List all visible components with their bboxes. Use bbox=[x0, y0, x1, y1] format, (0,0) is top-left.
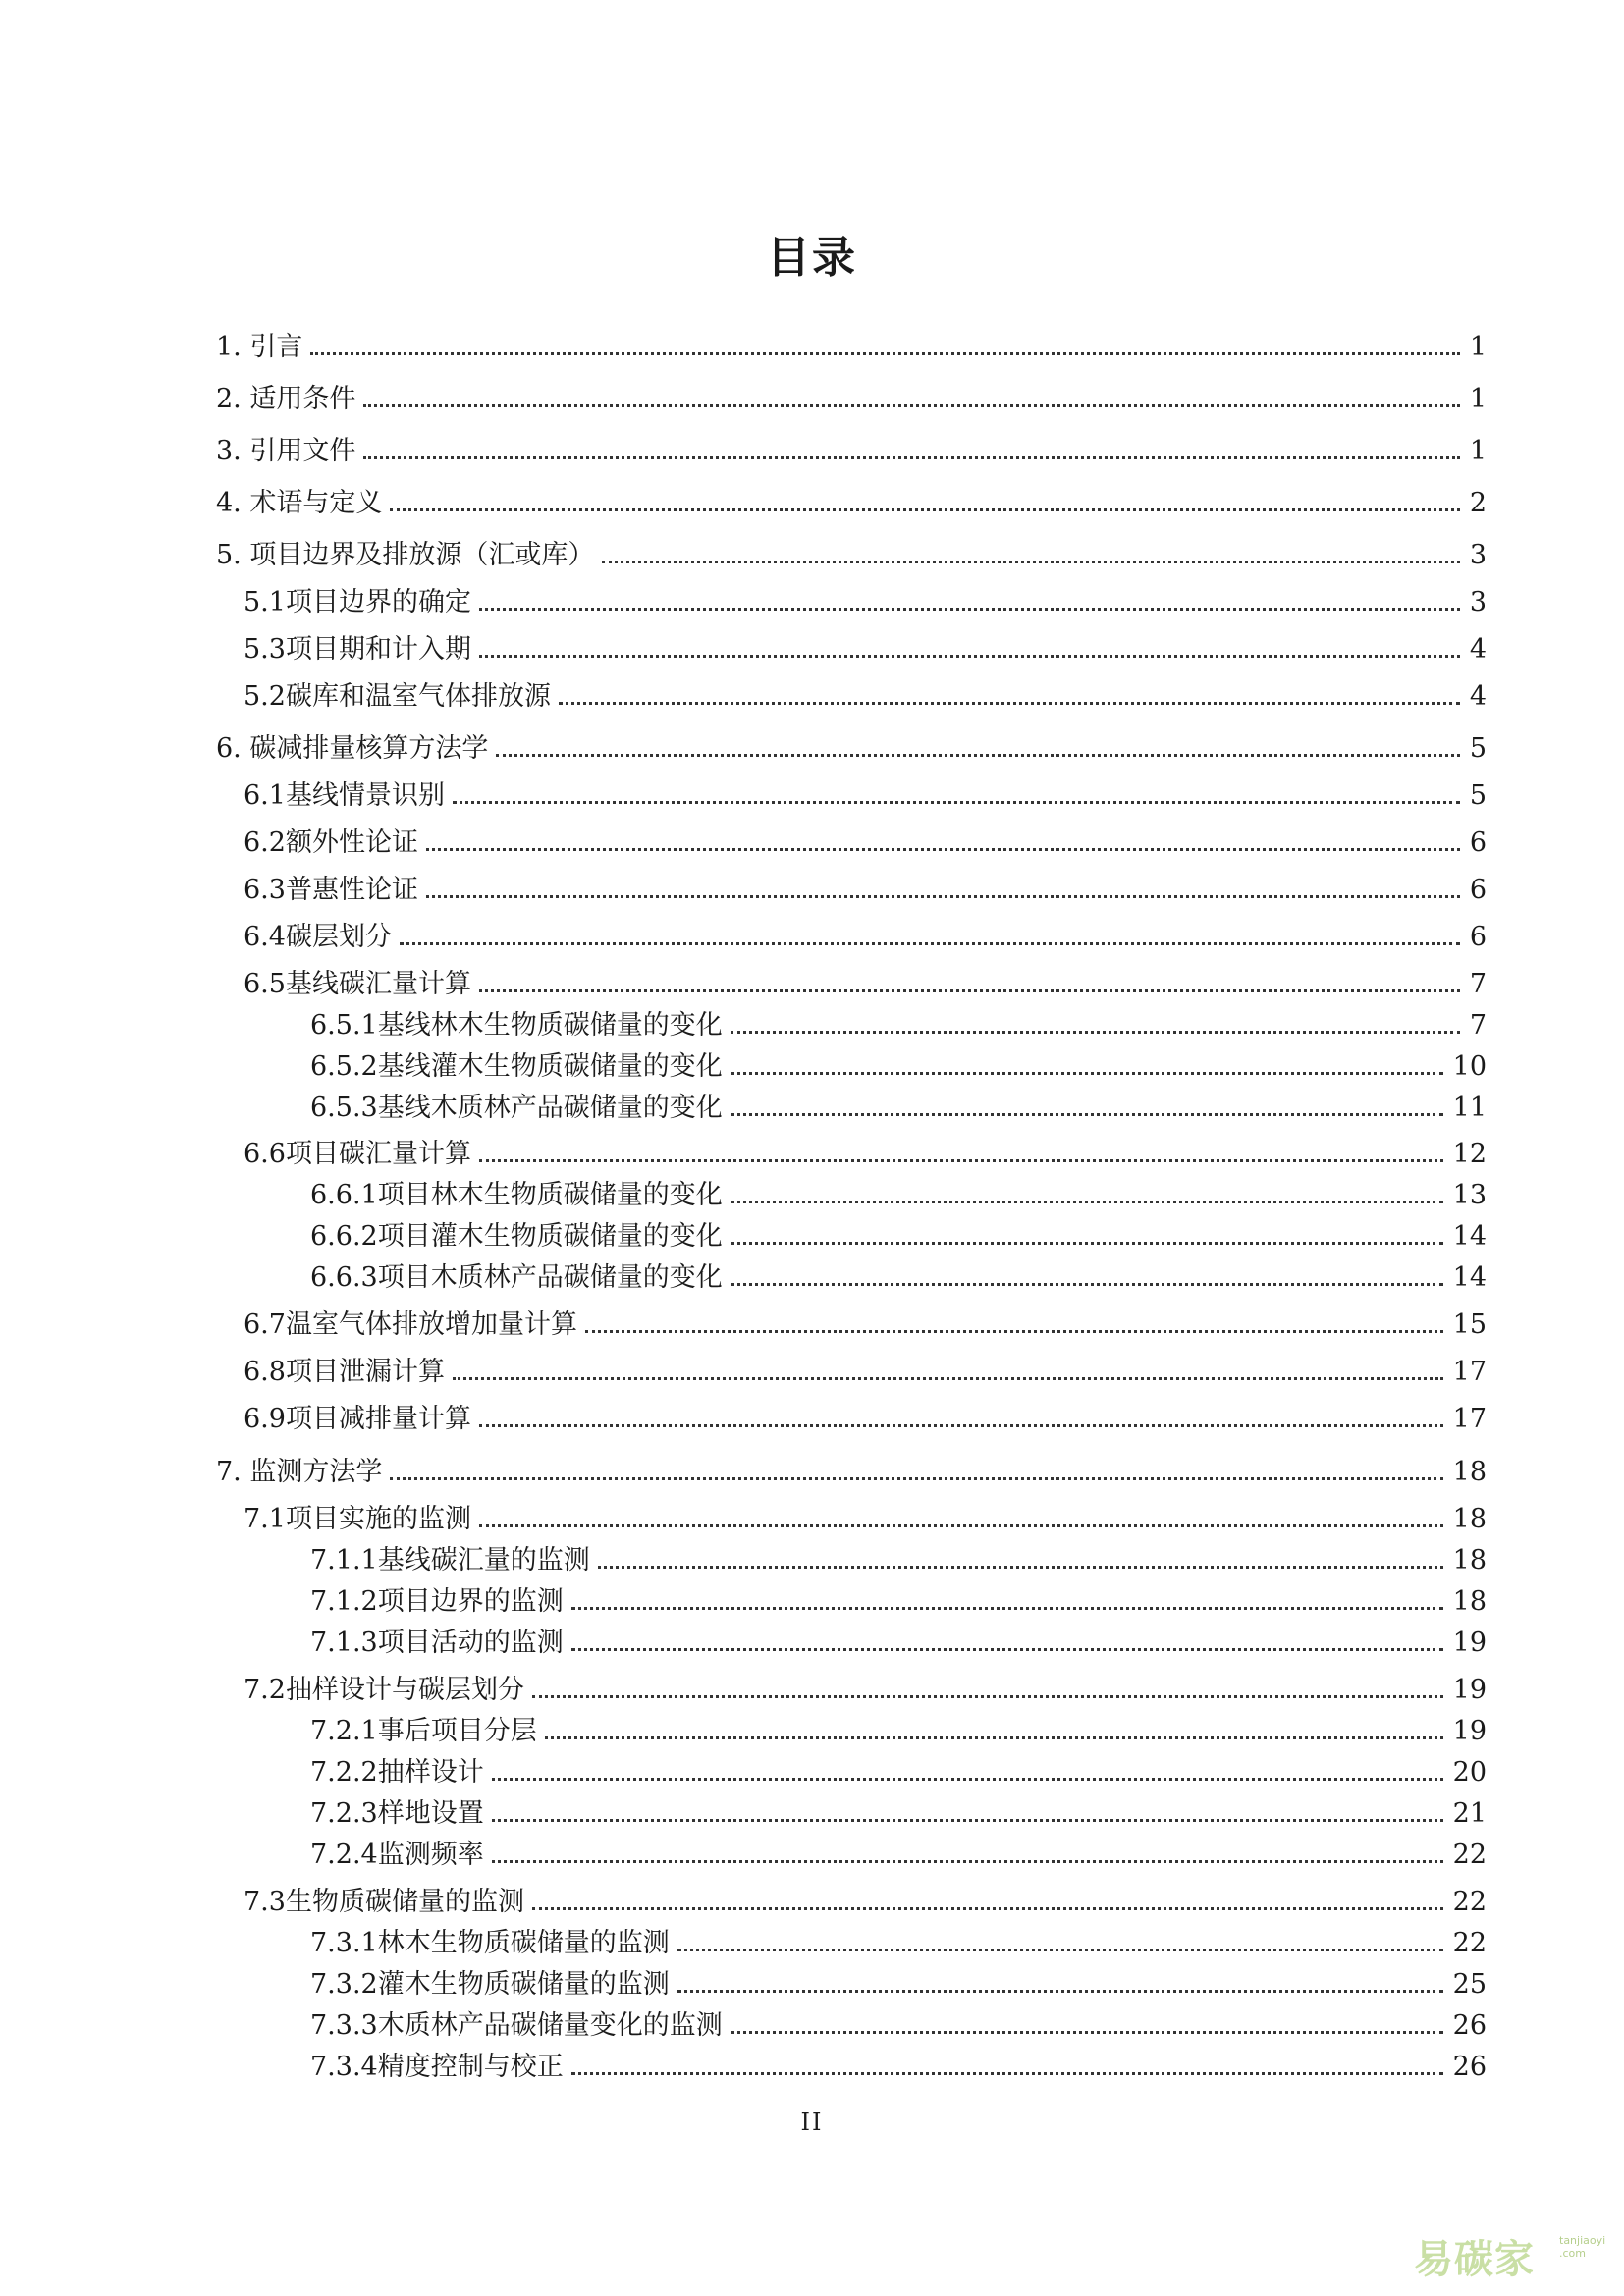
watermark-sub2: .com bbox=[1559, 2247, 1586, 2260]
toc-entry[interactable] bbox=[244, 1349, 1487, 1388]
toc-entry[interactable] bbox=[310, 1961, 1487, 2001]
toc-entry[interactable] bbox=[244, 1496, 1487, 1535]
toc-entry[interactable] bbox=[216, 480, 1487, 519]
toc-entry-page: 19 bbox=[1452, 1716, 1487, 1746]
toc-leader-dots bbox=[453, 1377, 1443, 1380]
toc-entry-label: 7.2.1事后项目分层 bbox=[310, 1716, 537, 1746]
toc-entry[interactable] bbox=[310, 1578, 1487, 1618]
toc-leader-dots bbox=[731, 1031, 1460, 1034]
toc-entry-label: 6.3普惠性论证 bbox=[244, 875, 418, 905]
toc-leader-dots bbox=[492, 1778, 1443, 1781]
toc-entry-label: 7.2抽样设计与碳层划分 bbox=[244, 1675, 524, 1705]
toc-entry[interactable] bbox=[310, 1537, 1487, 1576]
toc-leader-dots bbox=[731, 1113, 1443, 1116]
toc-leader-dots bbox=[585, 1330, 1443, 1333]
page-title: 目录 bbox=[767, 233, 857, 283]
toc-entry[interactable] bbox=[244, 820, 1487, 859]
toc-entry[interactable] bbox=[216, 376, 1487, 415]
toc-entry[interactable] bbox=[310, 1043, 1487, 1083]
toc-entry[interactable] bbox=[310, 1920, 1487, 1959]
toc-entry-label: 2. 适用条件 bbox=[216, 384, 356, 414]
toc-entry[interactable] bbox=[216, 725, 1487, 765]
toc-entry-label: 6.2额外性论证 bbox=[244, 828, 418, 858]
toc-leader-dots bbox=[363, 456, 1459, 459]
toc-entry-page: 5 bbox=[1469, 733, 1487, 764]
toc-leader-dots bbox=[532, 1695, 1443, 1698]
toc-entry-label: 6.7温室气体排放增加量计算 bbox=[244, 1309, 577, 1340]
toc-entry-label: 6. 碳减排量核算方法学 bbox=[216, 733, 489, 764]
toc-leader-dots bbox=[492, 1819, 1443, 1822]
page-number: II bbox=[800, 2109, 824, 2136]
toc-entry[interactable] bbox=[244, 1302, 1487, 1341]
toc-entry[interactable] bbox=[244, 673, 1487, 713]
toc-entry[interactable] bbox=[244, 1131, 1487, 1170]
toc-entry-label: 7.3.3木质林产品碳储量变化的监测 bbox=[310, 2010, 723, 2041]
toc-entry-label: 5.3项目期和计入期 bbox=[244, 634, 471, 665]
toc-entry-page: 14 bbox=[1452, 1221, 1487, 1252]
toc-entry-label: 5.1项目边界的确定 bbox=[244, 587, 471, 617]
toc-entry-label: 6.4碳层划分 bbox=[244, 922, 392, 952]
toc-entry-label: 7.1.3项目活动的监测 bbox=[310, 1628, 564, 1658]
toc-leader-dots bbox=[496, 754, 1459, 757]
toc-entry-label: 6.6.2项目灌木生物质碳储量的变化 bbox=[310, 1221, 723, 1252]
toc-leader-dots bbox=[310, 352, 1459, 355]
toc-leader-dots bbox=[400, 942, 1460, 945]
toc-entry[interactable] bbox=[216, 428, 1487, 467]
toc-leader-dots bbox=[731, 1201, 1443, 1203]
toc-entry-page: 4 bbox=[1469, 681, 1487, 712]
toc-leader-dots bbox=[731, 1242, 1443, 1245]
toc-entry-label: 7.3.4精度控制与校正 bbox=[310, 2052, 564, 2082]
toc-leader-dots bbox=[731, 1072, 1443, 1075]
toc-leader-dots bbox=[390, 508, 1459, 511]
toc-entry-label: 3. 引用文件 bbox=[216, 436, 356, 466]
watermark-sub1: tanjiaoyi bbox=[1559, 2234, 1606, 2247]
toc-entry[interactable] bbox=[216, 1449, 1487, 1488]
toc-leader-dots bbox=[571, 2072, 1443, 2075]
toc-entry-label: 6.6.3项目木质林产品碳储量的变化 bbox=[310, 1262, 723, 1293]
toc-entry-label: 1. 引言 bbox=[216, 332, 303, 362]
toc-entry-page: 1 bbox=[1469, 332, 1487, 362]
toc-entry[interactable] bbox=[244, 1667, 1487, 1706]
toc-leader-dots bbox=[426, 848, 1460, 851]
toc-entry[interactable] bbox=[310, 2002, 1487, 2042]
toc-leader-dots bbox=[492, 1860, 1443, 1863]
toc-entry[interactable] bbox=[310, 1172, 1487, 1211]
toc-entry-label: 7.3.2灌木生物质碳储量的监测 bbox=[310, 1969, 670, 2000]
toc-entry[interactable] bbox=[244, 1396, 1487, 1435]
toc-entry-label: 6.5.3基线木质林产品碳储量的变化 bbox=[310, 1093, 723, 1123]
toc-entry-page: 13 bbox=[1452, 1180, 1487, 1210]
toc-leader-dots bbox=[598, 1566, 1443, 1569]
toc-entry-label: 6.1基线情景识别 bbox=[244, 780, 445, 811]
toc-leader-dots bbox=[571, 1607, 1443, 1610]
toc-entry[interactable] bbox=[244, 867, 1487, 906]
toc-entry[interactable] bbox=[310, 1085, 1487, 1124]
toc-leader-dots bbox=[390, 1477, 1442, 1480]
toc-entry-label: 6.6项目碳汇量计算 bbox=[244, 1139, 471, 1169]
toc-entry-label: 4. 术语与定义 bbox=[216, 488, 383, 518]
toc-leader-dots bbox=[479, 1524, 1443, 1527]
toc-entry-label: 6.5.2基线灌木生物质碳储量的变化 bbox=[310, 1051, 723, 1082]
toc-leader-dots bbox=[479, 1159, 1443, 1162]
toc-entry-page: 18 bbox=[1452, 1504, 1487, 1534]
toc-entry-page: 17 bbox=[1452, 1404, 1487, 1434]
toc-entry-page: 15 bbox=[1452, 1309, 1487, 1340]
toc-entry[interactable] bbox=[310, 1832, 1487, 1871]
toc-entry-page: 26 bbox=[1452, 2052, 1487, 2082]
toc-entry-label: 7.3.1林木生物质碳储量的监测 bbox=[310, 1928, 670, 1958]
toc-entry-page: 3 bbox=[1469, 540, 1487, 570]
toc-leader-dots bbox=[426, 895, 1460, 898]
toc-entry-page: 6 bbox=[1469, 922, 1487, 952]
watermark-logo bbox=[1414, 2226, 1610, 2285]
toc-entry-page: 12 bbox=[1452, 1139, 1487, 1169]
toc-entry-label: 7.1.1基线碳汇量的监测 bbox=[310, 1545, 590, 1575]
toc-leader-dots bbox=[479, 1424, 1443, 1427]
toc-entry-page: 18 bbox=[1452, 1457, 1487, 1487]
toc-entry[interactable] bbox=[310, 1620, 1487, 1659]
toc-entry-label: 6.5.1基线林木生物质碳储量的变化 bbox=[310, 1010, 723, 1041]
toc-entry-page: 22 bbox=[1452, 1928, 1487, 1958]
toc-entry[interactable] bbox=[310, 1708, 1487, 1747]
toc-entry[interactable] bbox=[310, 1002, 1487, 1041]
watermark-text: 易碳家 bbox=[1414, 2237, 1535, 2282]
toc-entry-label: 7.1项目实施的监测 bbox=[244, 1504, 471, 1534]
toc-entry-page: 21 bbox=[1452, 1798, 1487, 1829]
toc-entry-page: 10 bbox=[1452, 1051, 1487, 1082]
toc-entry-label: 7.2.3样地设置 bbox=[310, 1798, 484, 1829]
toc-leader-dots bbox=[677, 1949, 1443, 1951]
toc-entry-page: 26 bbox=[1452, 2010, 1487, 2041]
toc-entry[interactable] bbox=[310, 1790, 1487, 1830]
toc-entry-page: 22 bbox=[1452, 1887, 1487, 1917]
toc-entry[interactable] bbox=[244, 579, 1487, 618]
toc-entry-label: 6.5基线碳汇量计算 bbox=[244, 969, 471, 999]
toc-entry[interactable] bbox=[310, 1255, 1487, 1294]
toc-entry-label: 6.6.1项目林木生物质碳储量的变化 bbox=[310, 1180, 723, 1210]
toc-entry-label: 7.2.2抽样设计 bbox=[310, 1757, 484, 1788]
toc-entry[interactable] bbox=[216, 324, 1487, 363]
toc-leader-dots bbox=[602, 561, 1459, 563]
toc-entry-label: 6.8项目泄漏计算 bbox=[244, 1357, 445, 1387]
toc-entry-page: 22 bbox=[1452, 1840, 1487, 1870]
toc-entry-label: 7.1.2项目边界的监测 bbox=[310, 1586, 564, 1617]
toc-entry-label: 7. 监测方法学 bbox=[216, 1457, 383, 1487]
toc-entry[interactable] bbox=[310, 2044, 1487, 2083]
toc-entry-label: 5. 项目边界及排放源（汇或库） bbox=[216, 540, 595, 570]
toc-leader-dots bbox=[363, 404, 1459, 407]
toc-entry-page: 18 bbox=[1452, 1586, 1487, 1617]
toc-entry[interactable] bbox=[244, 1879, 1487, 1918]
toc-entry-page: 25 bbox=[1452, 1969, 1487, 2000]
toc-entry-page: 20 bbox=[1452, 1757, 1487, 1788]
toc-entry-page: 7 bbox=[1469, 1010, 1487, 1041]
toc-leader-dots bbox=[453, 801, 1460, 804]
toc-entry-page: 6 bbox=[1469, 875, 1487, 905]
toc-entry[interactable] bbox=[244, 914, 1487, 953]
toc-entry[interactable] bbox=[244, 961, 1487, 1000]
toc-entry-page: 18 bbox=[1452, 1545, 1487, 1575]
toc-leader-dots bbox=[677, 1990, 1443, 1993]
toc-leader-dots bbox=[479, 608, 1460, 611]
toc-leader-dots bbox=[545, 1736, 1443, 1739]
toc-entry-label: 5.2碳库和温室气体排放源 bbox=[244, 681, 551, 712]
toc-entry-page: 6 bbox=[1469, 828, 1487, 858]
toc-entry-label: 6.9项目减排量计算 bbox=[244, 1404, 471, 1434]
toc-entry-page: 11 bbox=[1452, 1093, 1487, 1123]
toc-entry[interactable] bbox=[310, 1749, 1487, 1789]
toc-leader-dots bbox=[571, 1648, 1443, 1651]
toc-entry-page: 5 bbox=[1469, 780, 1487, 811]
toc-entry-page: 19 bbox=[1452, 1628, 1487, 1658]
toc-entry-page: 14 bbox=[1452, 1262, 1487, 1293]
toc-entry-page: 4 bbox=[1469, 634, 1487, 665]
toc-entry-label: 7.2.4监测频率 bbox=[310, 1840, 484, 1870]
toc-entry[interactable] bbox=[244, 626, 1487, 666]
toc-entry-page: 7 bbox=[1469, 969, 1487, 999]
toc-entry[interactable] bbox=[244, 773, 1487, 812]
toc-entry-label: 7.3生物质碳储量的监测 bbox=[244, 1887, 524, 1917]
toc-entry[interactable] bbox=[216, 532, 1487, 571]
toc-entry[interactable] bbox=[310, 1213, 1487, 1253]
toc-entry-page: 1 bbox=[1469, 384, 1487, 414]
toc-leader-dots bbox=[559, 702, 1460, 705]
toc-leader-dots bbox=[479, 655, 1460, 658]
toc-entry-page: 19 bbox=[1452, 1675, 1487, 1705]
toc-leader-dots bbox=[532, 1907, 1443, 1910]
toc-entry-page: 1 bbox=[1469, 436, 1487, 466]
toc-entry-page: 17 bbox=[1452, 1357, 1487, 1387]
toc-entry-page: 3 bbox=[1469, 587, 1487, 617]
toc-leader-dots bbox=[731, 2031, 1443, 2034]
toc-leader-dots bbox=[731, 1283, 1443, 1286]
toc-leader-dots bbox=[479, 989, 1460, 992]
toc-entry-page: 2 bbox=[1469, 488, 1487, 518]
